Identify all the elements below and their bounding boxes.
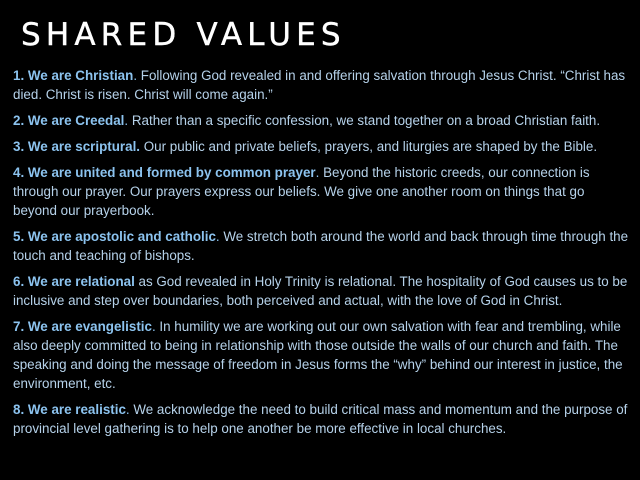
value-heading-punct: . — [125, 402, 130, 417]
value-heading: 2. We are Creedal — [13, 113, 125, 128]
value-body: Beyond the historic creeds, our connection is through our prayer. Our prayers express our beliefs. We give one another room on things that go beyond our prayerbook. — [13, 165, 590, 218]
value-body: Our public and private beliefs, prayers, and liturgies are shaped by the Bible. — [140, 139, 598, 154]
value-body: as God revealed in Holy Trinity is relational. The hospitality of God causes us to be inclusive and step over boundaries, both perceived and actual, with the love of God in Christ. — [13, 274, 628, 308]
value-body: We acknowledge the need to build critical mass and momentum and the purpose of provincial level gathering is to help one another be more effective in local churches. — [13, 402, 628, 436]
value-heading: 3. We are scriptural. — [13, 139, 141, 154]
value-item-1 — [13, 66, 631, 104]
value-body: Following God revealed in and offering salvation through Jesus Christ. “Christ has died. Christ is risen. Christ will come again.” — [13, 68, 626, 102]
value-item-4 — [13, 163, 631, 220]
value-item-7 — [13, 317, 631, 393]
value-heading-punct: . — [151, 319, 156, 334]
value-item-6 — [13, 272, 631, 310]
value-heading: 7. We are evangelistic — [13, 319, 152, 334]
value-item-3 — [13, 137, 631, 156]
slide-title: SHARED VALUES — [21, 17, 346, 53]
value-heading: 5. We are apostolic and catholic — [13, 229, 216, 244]
value-heading-punct: . — [133, 68, 138, 83]
value-heading: 1. We are Christian — [13, 68, 134, 83]
value-body: Rather than a specific confession, we stand together on a broad Christian faith. — [128, 113, 601, 128]
value-item-8 — [13, 400, 631, 438]
value-heading-punct: . — [315, 165, 320, 180]
value-body: In humility we are working out our own salvation with fear and trembling, while also deeply committed to being in relationship with those outside the walls of our church and faith. The speaking and doing the message of freedom in Jesus forms the “why” behind our interest in justice, the environment, etc. — [13, 319, 623, 391]
value-heading-punct: . — [215, 229, 220, 244]
value-item-2 — [13, 111, 631, 130]
value-body: We stretch both around the world and back through time through the touch and teaching of bishops. — [13, 229, 629, 263]
value-heading: 6. We are relational — [13, 274, 135, 289]
value-heading: 8. We are realistic — [13, 402, 126, 417]
value-item-5 — [13, 227, 631, 265]
value-heading: 4. We are united and formed by common prayer — [13, 165, 316, 180]
shared-values-list — [13, 66, 631, 445]
value-heading-punct: . — [124, 113, 129, 128]
